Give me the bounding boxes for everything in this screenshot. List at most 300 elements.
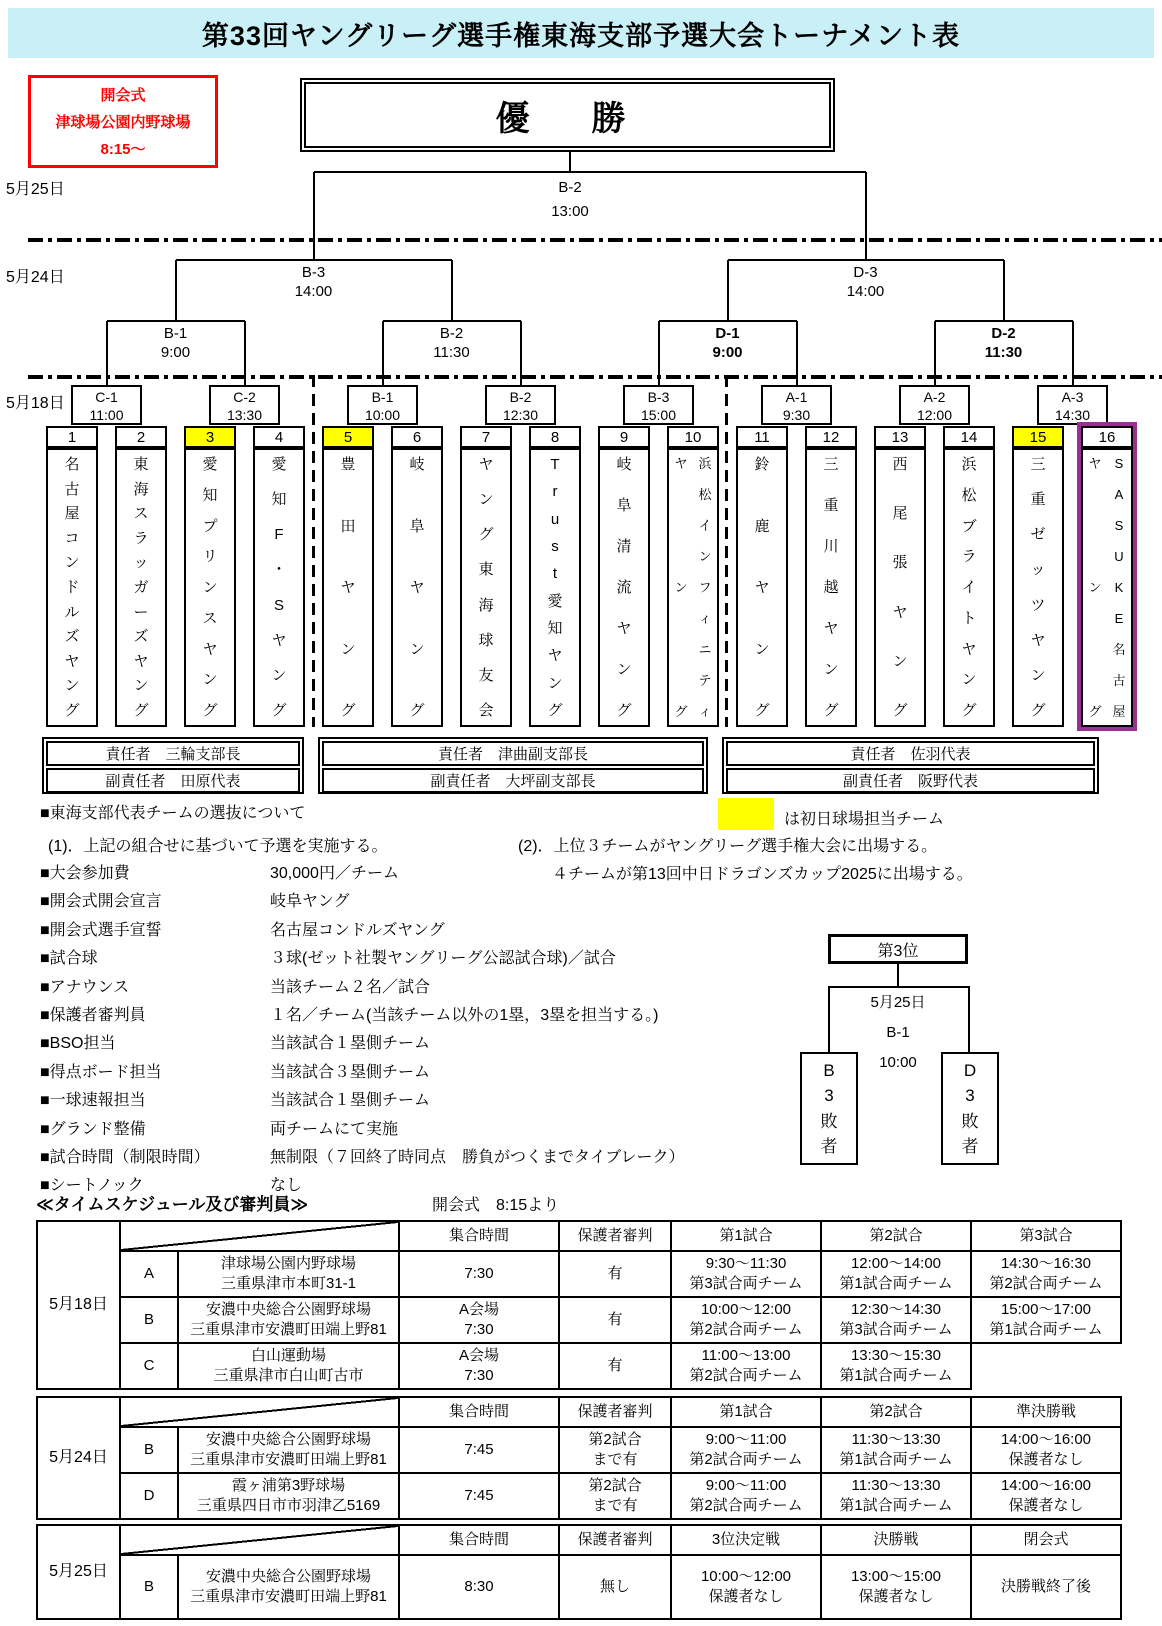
note-value: 両チームにて実施 <box>270 1120 399 1138</box>
team-name-char: ヤ <box>64 652 80 670</box>
team-name-char: ン <box>961 671 977 689</box>
team-name-char: グ <box>64 701 80 719</box>
note-value: 名古屋コンドルズヤング <box>270 921 445 939</box>
team-number: 3 <box>184 426 236 448</box>
team-name-char: U <box>1114 549 1124 564</box>
team-name-char: 阜 <box>616 497 632 514</box>
team-column-9 <box>598 426 650 727</box>
empty-cell <box>971 1343 1121 1389</box>
third-place-match-time: 10:00 <box>879 1054 917 1071</box>
team-name-char: ヤ <box>1030 631 1046 649</box>
team-name <box>874 448 926 727</box>
team-name-char: ン <box>1030 666 1046 684</box>
meet-time-cell: 7:45 <box>399 1427 559 1473</box>
first-day-duty-legend-swatch <box>718 798 774 830</box>
r1-match-code: A-1 <box>785 389 808 405</box>
r1-match-A-2 <box>899 385 970 425</box>
team-name-char: グ <box>674 704 688 719</box>
bracket-line <box>659 320 797 322</box>
team-name <box>1081 448 1133 727</box>
note-value: なし <box>270 1177 303 1195</box>
bracket-line <box>313 172 315 260</box>
first-day-duty-legend-label: は初日球場担当チーム <box>784 811 945 828</box>
third-place-label: 第3位 <box>877 942 919 960</box>
group-divider-line <box>725 375 728 727</box>
team-name-char: 重 <box>823 497 839 514</box>
team-number: 15 <box>1012 426 1064 448</box>
team-name-char: グ <box>1030 701 1046 719</box>
team-name-char: 松 <box>961 486 977 504</box>
team-name-char: グ <box>340 702 356 719</box>
sf-match-1-code: B-3 <box>301 264 326 281</box>
team-name-column <box>393 450 441 725</box>
game-cell-2: 11:30～13:30 第1試合両チーム <box>821 1427 971 1473</box>
note-label: ■シートノック <box>40 1177 144 1195</box>
diagonal-cell <box>120 1221 399 1251</box>
team-name-char: ッ <box>1030 561 1046 579</box>
team-name-column <box>693 450 717 725</box>
team-name-char: ズ <box>133 628 149 646</box>
loser-name-char: B <box>823 1061 835 1080</box>
game-cell-1: 9:00～11:00 第2試合両チーム <box>671 1427 821 1473</box>
note-label: ■得点ボード担当 <box>40 1063 162 1081</box>
team-name-column <box>117 450 165 725</box>
team-name-char: 阜 <box>409 517 425 535</box>
diagonal-cell <box>120 1525 399 1555</box>
header-cell-2: 保護者審判 <box>559 1397 671 1427</box>
team-name-char: 古 <box>64 480 80 498</box>
team-column-16 <box>1081 426 1133 727</box>
team-name-char: 岐 <box>409 456 425 473</box>
team-name-char: ィ <box>698 611 712 626</box>
team-number: 14 <box>943 426 995 448</box>
team-name-char: コ <box>64 529 80 547</box>
loser-name-char: 敗 <box>961 1111 979 1131</box>
header-cell-5: 閉会式 <box>971 1525 1121 1555</box>
page-title: 第33回ヤングリーグ選手権東海支部予選大会トーナメント表 <box>201 20 961 51</box>
bracket-line <box>728 259 1004 261</box>
team-name-char: ス <box>133 505 149 523</box>
team-name-char: ン <box>754 640 770 658</box>
team-column-5 <box>322 426 374 727</box>
note-value: 当該試合１塁側チーム <box>270 1092 431 1110</box>
team-name-char: 西 <box>892 456 908 473</box>
game-cell-2: 13:30～15:30 第1試合両チーム <box>821 1343 971 1389</box>
team-name-char: 名 <box>64 456 80 473</box>
officials-box-2 <box>318 737 708 794</box>
team-name-char: ン <box>133 677 149 695</box>
header-cell-3: 第1試合 <box>671 1397 821 1427</box>
bracket-line <box>107 320 245 322</box>
bracket-line <box>968 986 970 1052</box>
r1-match-C-2 <box>209 385 280 425</box>
loser-name-char: 3 <box>965 1086 975 1106</box>
bracket-line <box>934 321 936 386</box>
team-name-char: 屋 <box>1112 704 1126 719</box>
team-name-char: u <box>550 510 560 528</box>
team-name-column <box>876 450 924 725</box>
date-label-may25: 5月25日 <box>6 181 65 198</box>
venue-code-cell: B <box>120 1555 178 1619</box>
team-name-char: 古 <box>1112 673 1126 688</box>
bracket-line <box>175 260 177 321</box>
team-name-char: グ <box>133 701 149 719</box>
note-value: １名／チーム(当該チーム以外の1塁，3塁を担当する。) <box>270 1007 659 1024</box>
team-name-char: テ <box>698 673 712 688</box>
third-place-date: 5月25日 <box>870 994 926 1011</box>
team-name-char: 浜 <box>698 456 712 471</box>
r1-match-code: B-1 <box>371 389 394 405</box>
header-cell-4: 第2試合 <box>821 1397 971 1427</box>
champion-box <box>300 78 835 152</box>
team-name-char: ン <box>823 661 839 678</box>
r1-match-B-2 <box>485 385 556 425</box>
team-name-char: 清 <box>616 538 632 555</box>
qf-match-1 <box>126 324 226 362</box>
officials-row-deputy: 副責任者 阪野代表 <box>726 768 1095 793</box>
schedule-table-2 <box>36 1396 1122 1520</box>
header-cell-5: 準決勝戦 <box>971 1397 1121 1427</box>
team-number: 8 <box>529 426 581 448</box>
team-name-char: 東 <box>478 561 494 579</box>
r1-match-code: A-2 <box>923 389 946 405</box>
team-name-char: 三 <box>1030 456 1046 473</box>
team-name-char: ズ <box>64 628 80 646</box>
opening-ceremony-box <box>28 75 218 168</box>
venue-code-cell: B <box>120 1427 178 1473</box>
diagonal-cell <box>120 1397 399 1427</box>
note-label: ■グランド整備 <box>40 1120 146 1138</box>
loser-name-column <box>943 1054 997 1163</box>
team-name-char: S <box>1114 456 1124 471</box>
final-match-time: 13:00 <box>551 203 589 220</box>
game-cell-2: 13:00～15:00 保護者なし <box>821 1555 971 1619</box>
team-name-char: ィ <box>698 704 712 719</box>
team-name-char: K <box>1114 580 1124 595</box>
team-name <box>184 448 236 727</box>
team-name-char: グ <box>1088 704 1102 719</box>
team-name-char: グ <box>961 702 977 719</box>
day-separator-line <box>28 238 1162 242</box>
team-name-char: ヤ <box>202 640 218 658</box>
team-name-char: 東 <box>133 456 149 473</box>
team-name-char: 会 <box>478 701 494 719</box>
team-name-char: ン <box>892 652 908 670</box>
team-name-char: リ <box>202 548 218 566</box>
team-name-char: グ <box>409 702 425 719</box>
meet-time-cell: 8:30 <box>399 1555 559 1619</box>
qf-match-4-code: D-2 <box>991 325 1016 342</box>
header-cell-1: 集合時間 <box>399 1397 559 1427</box>
sf-match-2-code: D-3 <box>853 264 878 281</box>
team-number: 7 <box>460 426 512 448</box>
r1-match-time: 14:30 <box>1054 407 1091 423</box>
schedule-row <box>37 1251 1121 1297</box>
team-name-char: 海 <box>478 596 494 614</box>
team-name-char: r <box>552 483 558 501</box>
team-name-char: F <box>274 526 284 544</box>
venue-cell: 安濃中央総合公園野球場 三重県津市安濃町田端上野81 <box>178 1427 399 1473</box>
team-name-char: 知 <box>271 491 287 509</box>
team-column-3 <box>184 426 236 727</box>
team-name <box>322 448 374 727</box>
team-name-char: ラ <box>961 548 977 566</box>
team-name-char: フ <box>698 580 712 595</box>
header-cell-5: 第3試合 <box>971 1221 1121 1251</box>
team-name-char: ン <box>698 549 712 564</box>
team-name-char: ヤ <box>340 579 356 596</box>
team-name <box>598 448 650 727</box>
bracket-line <box>520 321 522 386</box>
team-column-15 <box>1012 426 1064 727</box>
team-name-char: 愛 <box>547 592 563 610</box>
team-name-char: 三 <box>823 456 839 473</box>
header-cell-1: 集合時間 <box>399 1221 559 1251</box>
team-name-char: 球 <box>478 631 494 649</box>
officials-row-chief: 責任者 佐羽代表 <box>726 741 1095 766</box>
guardian-umpire-cell: 無し <box>559 1555 671 1619</box>
qf-match-2 <box>402 324 502 362</box>
team-name-char: 豊 <box>340 456 356 473</box>
team-column-14 <box>943 426 995 727</box>
qf-match-3 <box>678 324 778 362</box>
officials-row-deputy: 副責任者 大坪副支部長 <box>322 768 704 793</box>
venue-cell: 霞ヶ浦第3野球場 三重県四日市市羽津乙5169 <box>178 1473 399 1519</box>
opening-ceremony-title: 開会式 <box>100 87 146 104</box>
guardian-umpire-cell: 有 <box>559 1251 671 1297</box>
qf-match-2-time: 11:30 <box>433 344 470 361</box>
team-name-char: ツ <box>1030 596 1046 614</box>
loser-name-column <box>802 1054 856 1163</box>
team-name-column <box>807 450 855 725</box>
final-match-code: B-2 <box>558 179 582 196</box>
team-name-column <box>186 450 234 725</box>
team-name-char: ヤ <box>754 579 770 596</box>
venue-cell: 津球場公園内野球場 三重県津市本町31-1 <box>178 1251 399 1297</box>
team-name-char: ン <box>616 661 632 678</box>
team-name <box>805 448 857 727</box>
team-name-char: 流 <box>616 579 632 596</box>
team-number: 5 <box>322 426 374 448</box>
team-name-char: プ <box>202 517 218 535</box>
team-name-char: 海 <box>133 480 149 498</box>
team-name-char: ニ <box>698 642 712 657</box>
game-cell-1: 9:00～11:00 第2試合両チーム <box>671 1473 821 1519</box>
team-number: 4 <box>253 426 305 448</box>
team-name-char: イ <box>961 579 977 596</box>
guardian-umpire-cell: 有 <box>559 1297 671 1343</box>
note-value: 当該試合１塁側チーム <box>270 1035 431 1053</box>
opening-ceremony-time: 8:15～ <box>100 141 146 158</box>
qf-match-3-time: 9:00 <box>712 344 743 361</box>
team-name-char: ン <box>340 640 356 658</box>
team-name-char: ヤ <box>1088 456 1102 471</box>
team-name-char: 尾 <box>892 505 908 523</box>
r1-match-time: 11:00 <box>89 407 124 423</box>
team-name-char: ン <box>202 671 218 689</box>
team-name-char: グ <box>271 701 287 719</box>
header-cell-2: 保護者審判 <box>559 1525 671 1555</box>
header-cell-2: 保護者審判 <box>559 1221 671 1251</box>
guardian-umpire-cell: 第2試合 まで有 <box>559 1427 671 1473</box>
venue-cell: 安濃中央総合公園野球場 三重県津市安濃町田端上野81 <box>178 1555 399 1619</box>
opening-ceremony-venue: 津球場公園内野球場 <box>55 114 191 131</box>
note-value: 無制限（７回終了時同点 勝負がつくまでタイブレーク） <box>270 1149 685 1166</box>
team-name-char: 田 <box>340 517 356 535</box>
team-name-char: イ <box>698 518 712 533</box>
team-name-char: s <box>551 537 559 555</box>
team-name-char: ゼ <box>1030 526 1046 544</box>
team-name-char: ン <box>547 674 563 692</box>
team-name-column <box>1014 450 1062 725</box>
venue-code-cell: A <box>120 1251 178 1297</box>
meet-time-cell: 7:30 <box>399 1251 559 1297</box>
bracket-line <box>106 321 108 386</box>
day-separator-line <box>28 375 1162 379</box>
loser-name-char: 敗 <box>820 1111 838 1131</box>
team-name-char: 岐 <box>616 456 632 473</box>
team-number: 16 <box>1081 426 1133 448</box>
note-value: 当該チーム２名／試合 <box>270 978 431 996</box>
final-match <box>520 176 620 224</box>
header-cell-4: 第2試合 <box>821 1221 971 1251</box>
champion-label: 優 勝 <box>495 99 640 138</box>
team-number: 9 <box>598 426 650 448</box>
header-cell-3: 第1試合 <box>671 1221 821 1251</box>
team-name-column <box>324 450 372 725</box>
sf-match-1-time: 14:00 <box>294 283 333 300</box>
r1-match-code: B-2 <box>509 389 532 405</box>
team-name-column <box>462 450 510 725</box>
r1-match-code: C-2 <box>233 389 256 405</box>
team-name-char: ス <box>202 609 218 627</box>
r1-match-B-3 <box>623 385 694 425</box>
team-name-char: グ <box>616 702 632 719</box>
team-name-char: ト <box>961 609 977 627</box>
r1-match-C-1 <box>71 385 142 425</box>
sf-match-2-time: 14:00 <box>846 283 885 300</box>
team-name-column <box>48 450 96 725</box>
team-name-char: ヤ <box>961 640 977 658</box>
game-cell-3: 決勝戦終了後 <box>971 1555 1121 1619</box>
team-name-char: 知 <box>202 486 218 504</box>
team-name-char: t <box>552 565 558 583</box>
team-name-column <box>531 450 579 725</box>
team-name-char: グ <box>478 526 494 544</box>
team-name-char: S <box>1114 518 1124 533</box>
team-name-char: 友 <box>478 666 494 684</box>
team-name-char: 重 <box>1030 491 1046 509</box>
team-name <box>943 448 995 727</box>
note-label: ■開会式選手宣誓 <box>40 921 162 939</box>
note-label: ■開会式開会宣言 <box>40 893 162 911</box>
r1-match-time: 9:30 <box>782 407 811 423</box>
note-label: ■大会参加費 <box>40 865 130 882</box>
team-name-char: ヤ <box>616 620 632 637</box>
team-column-11 <box>736 426 788 727</box>
team-name-char: ヤ <box>409 579 425 596</box>
team-name-char: ヤ <box>271 631 287 649</box>
team-name-char: ル <box>64 603 80 621</box>
team-name-char: ・ <box>271 561 287 579</box>
note-label: ■アナウンス <box>40 978 130 996</box>
officials-box-1 <box>42 737 304 794</box>
team-number: 1 <box>46 426 98 448</box>
officials-row-deputy: 副責任者 田原代表 <box>46 768 300 793</box>
team-name <box>253 448 305 727</box>
team-name-char: グ <box>547 701 563 719</box>
team-name-char: 鹿 <box>754 517 770 535</box>
selection-item-2b: ４チームが第13回中日ドラゴンズカップ2025に出場する。 <box>552 866 973 883</box>
team-name-char: ン <box>674 580 688 595</box>
team-name <box>391 448 443 727</box>
team-number: 13 <box>874 426 926 448</box>
game-cell-1: 10:00～12:00 第2試合両チーム <box>671 1297 821 1343</box>
game-cell-1: 11:00～13:00 第2試合両チーム <box>671 1343 821 1389</box>
team-column-12 <box>805 426 857 727</box>
team-name-char: ラ <box>133 529 149 547</box>
team-name-char: ン <box>478 491 494 509</box>
r1-match-time: 12:30 <box>502 407 539 423</box>
team-name-column <box>669 450 693 725</box>
schedule-header-row <box>37 1525 1121 1555</box>
team-name-char: グ <box>892 701 908 719</box>
team-name-char: ド <box>64 578 80 596</box>
game-cell-2: 12:30～14:30 第3試合両チーム <box>821 1297 971 1343</box>
r1-match-code: A-3 <box>1061 389 1084 405</box>
third-place-match-label: B-1 <box>886 1024 910 1041</box>
team-name-char: ヤ <box>892 603 908 621</box>
team-name-char: 知 <box>547 619 563 637</box>
bracket-line <box>451 260 453 321</box>
team-name-char: ン <box>1088 580 1102 595</box>
header-cell-3: 3位決定戦 <box>671 1525 821 1555</box>
meet-time-cell: 7:45 <box>399 1473 559 1519</box>
team-name-char: 愛 <box>202 456 218 473</box>
bracket-line <box>383 320 521 322</box>
team-name-char: 張 <box>892 554 908 572</box>
team-name-char: ヤ <box>547 647 563 665</box>
team-name-column <box>1083 450 1107 725</box>
sf-match-2 <box>816 263 916 301</box>
r1-match-time: 10:00 <box>364 407 401 423</box>
meet-time-cell: A会場 7:30 <box>399 1297 559 1343</box>
third-place-team-left <box>800 1052 858 1165</box>
qf-match-4 <box>954 324 1054 362</box>
team-name-char: ッ <box>133 554 149 572</box>
group-divider-line <box>312 375 315 727</box>
team-name-char: 川 <box>823 538 839 555</box>
officials-box-3 <box>722 737 1099 794</box>
team-name-char: 越 <box>823 579 839 596</box>
note-value: ３球(ゼット社製ヤングリーグ公認試合球)／試合 <box>270 950 616 968</box>
venue-code-cell: C <box>120 1343 178 1389</box>
note-value: 30,000円／チーム <box>270 865 399 882</box>
officials-row-chief: 責任者 三輪支部長 <box>46 741 300 766</box>
schedule-table-1 <box>36 1220 1122 1390</box>
team-name-char: ブ <box>961 517 977 535</box>
note-label: ■試合時間（制限時間） <box>40 1149 210 1166</box>
game-cell-2: 12:00～14:00 第1試合両チーム <box>821 1251 971 1297</box>
bracket-line <box>1003 260 1005 321</box>
team-name-char: 屋 <box>64 505 80 523</box>
team-name-column <box>600 450 648 725</box>
team-number: 11 <box>736 426 788 448</box>
game-cell-3: 14:30～16:30 第2試合両チーム <box>971 1251 1121 1297</box>
team-name <box>460 448 512 727</box>
team-column-13 <box>874 426 926 727</box>
note-label: ■試合球 <box>40 950 98 968</box>
